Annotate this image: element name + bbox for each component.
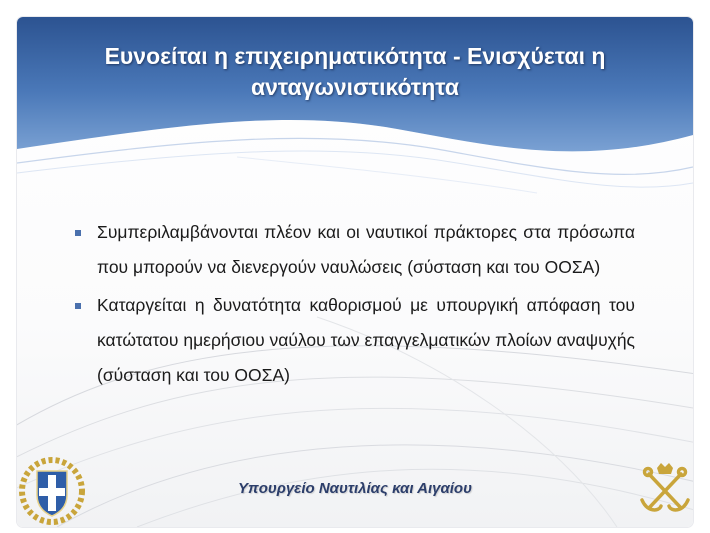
ministry-footer: Υπουργείο Ναυτιλίας και Αιγαίου xyxy=(238,480,472,497)
bullet-marker xyxy=(75,230,81,236)
bullet-text: Συμπεριλαμβάνονται πλέον και οι ναυτικοί πράκτορες στα πρόσωπα που μπορούν να διενεργούν ναυλώσεις (σύσταση και του ΟΟΣΑ) xyxy=(97,222,635,277)
slide xyxy=(17,17,693,527)
bullet-text: Καταργείται η δυνατότητα καθορισμού με υπουργική απόφαση του κατώτατου ημερήσιου ναύλου των επαγγελματικών πλοίων αναψυχής (σύσταση και του ΟΟΣΑ) xyxy=(97,295,635,385)
greek-coat-of-arms-icon xyxy=(17,455,87,525)
bullet-marker xyxy=(75,303,81,309)
bullet-item xyxy=(75,215,635,285)
slide-title: Ευνοείται η επιχειρηματικότητα - Ενισχύεται η ανταγωνιστικότητα xyxy=(104,43,606,100)
crossed-anchors-crown-icon xyxy=(637,462,693,518)
bullet-item xyxy=(75,288,635,393)
bullet-list xyxy=(75,215,635,396)
